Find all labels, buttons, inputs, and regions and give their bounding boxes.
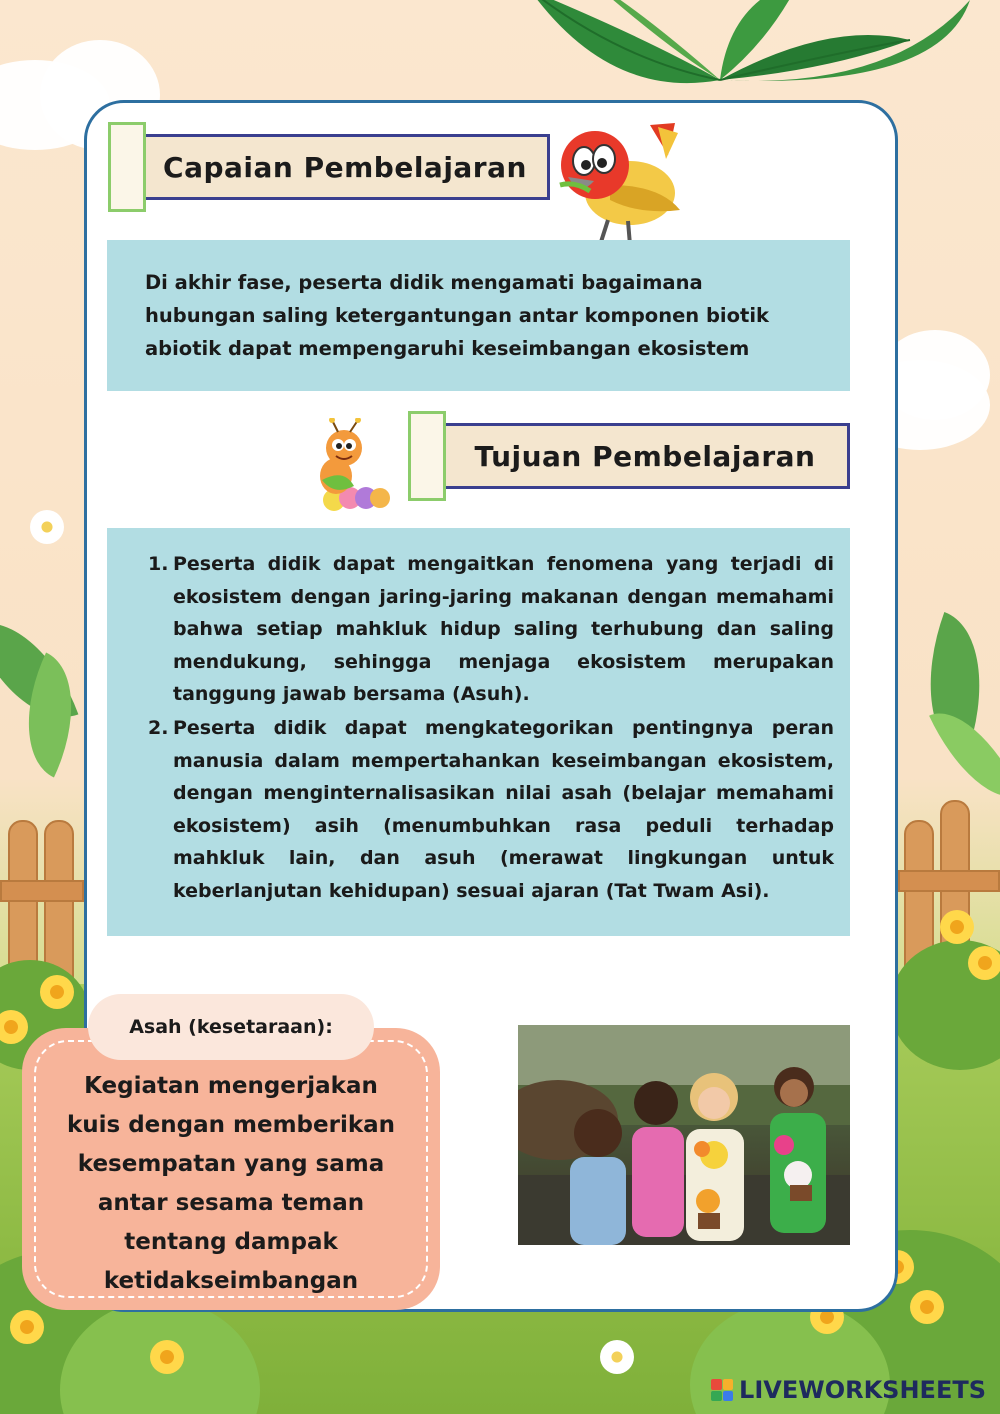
liveworksheets-logo-icon [711,1379,733,1401]
list-item [148,712,834,908]
cartoon-caterpillar-icon [304,418,396,518]
asah-note [22,1028,440,1310]
list-item-text: Peserta didik dapat mengkategorikan pentingnya peran manusia dalam mempertahankan keseimbangan ekosistem, dengan menginternalisasikan nilai asah (belajar memahami ekosistem) asih (menumbuhkan rasa peduli terhadap mahkluk lain, dan asuh (merawat lingkungan untuk keberlanjutan kehidupan) sesuai ajaran (Tat Twam Asi). [173,716,834,902]
capaian-title: Capaian Pembelajaran [163,150,527,184]
list-item-text: Peserta didik dapat mengaitkan fenomena yang terjadi di ekosistem dengan jaring-jaring makanan dengan memahami bahwa setiap mahkluk hidup saling terhubung dan saling mendukung, sehingga menjaga ekosistem merupakan tanggung jawab bersama (Asuh). [173,553,834,706]
watermark-text: LIVEWORKSHEETS [739,1376,986,1404]
capaian-title-box [140,134,550,200]
tujuan-title-tab [408,411,446,501]
asah-note-border [34,1040,428,1298]
cartoon-bird-icon [550,115,690,250]
list-item-number: 1. [148,553,169,575]
list-item-number: 2. [148,716,169,739]
tujuan-panel [107,528,850,936]
children-gardening-photo [518,1025,850,1245]
capaian-panel [107,240,850,391]
asah-text: Kegiatan mengerjakan kuis dengan memberikan kesempatan yang sama antar sesama teman tentang dampak ketidakseimbangan [66,1073,396,1294]
tujuan-title-box [440,423,850,489]
liveworksheets-watermark [711,1376,986,1404]
capaian-text: Di akhir fase, peserta didik mengamati bagaimana hubungan saling ketergantungan antar komponen biotik abiotik dapat mempengaruhi keseimbangan ekosistem [145,271,769,360]
list-item [148,548,834,711]
capaian-title-tab [108,122,146,212]
tujuan-list [148,548,834,908]
tujuan-title: Tujuan Pembelajaran [474,439,816,473]
asah-label: Asah (kesetaraan): [88,994,374,1060]
